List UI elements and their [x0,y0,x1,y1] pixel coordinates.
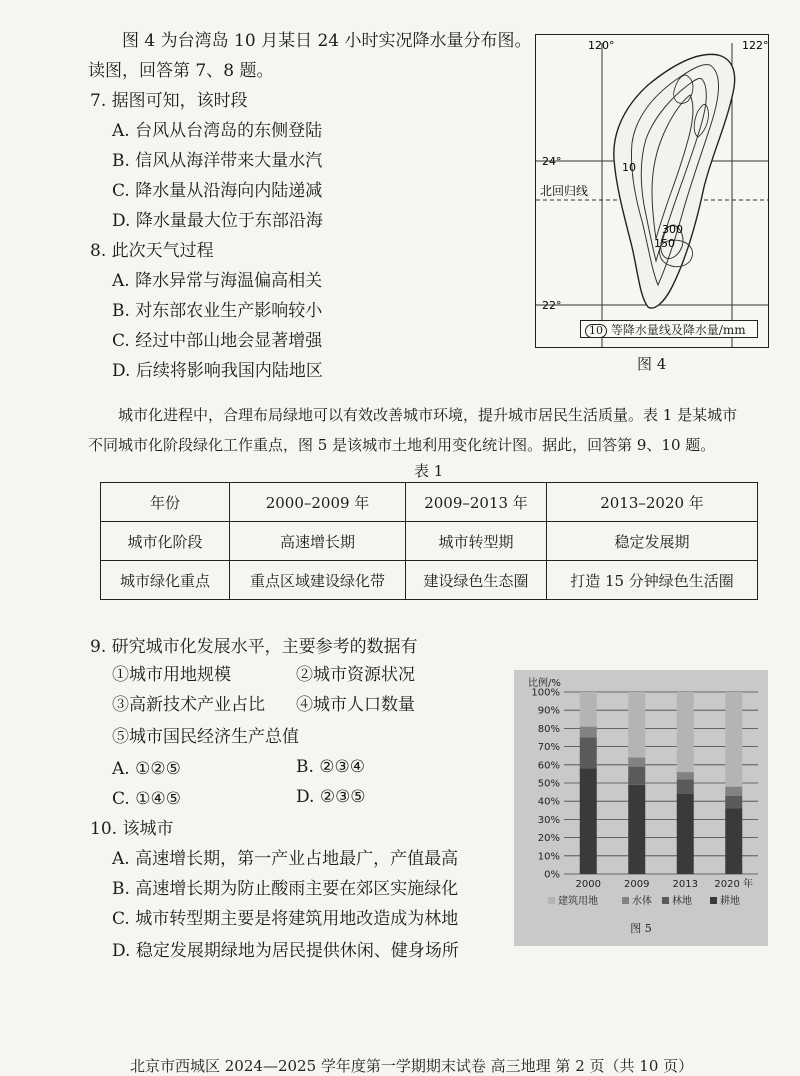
figure-4-taiwan-map [535,34,769,348]
lat-22-label: 22° [542,299,562,312]
bar-segment-林地 [677,779,694,794]
q10-option-d[interactable]: D. 稳定发展期绿地为居民提供休闲、健身场所 [112,941,459,961]
legend-swatch-林地 [662,897,669,904]
q10-option-b[interactable]: B. 高速增长期为防止酸雨主要在郊区实施绿化 [112,879,459,899]
q10-stem: 10. 该城市 [90,819,174,839]
q7-option-c[interactable]: C. 降水量从沿海向内陆递减 [112,181,323,201]
taiwan-map-drawing [536,35,768,347]
q9-item-2: ②城市资源状况 [296,665,415,685]
legend-swatch-建筑用地 [548,897,555,904]
y-tick-label: 60% [537,760,560,772]
bar-segment-建筑用地 [677,692,694,772]
page-footer: 北京市西城区 2024—2025 学年度第一学期期末试卷 高三地理 第 2 页（共 10 页） [130,1057,694,1075]
lon-120-label: 120° [588,39,615,52]
table-header-cell: 年份 [101,483,230,522]
intro-line-1: 图 4 为台湾岛 10 月某日 24 小时实况降水量分布图。 [122,31,532,51]
table-cell: 高速增长期 [230,522,406,561]
intro-9-10-line-2: 不同城市化阶段绿化工作重点，图 5 是该城市土地利用变化统计图。据此，回答第 9、10 题。 [88,436,716,454]
bar-segment-建筑用地 [725,692,742,787]
bar-segment-耕地 [725,808,742,874]
table-header-cell: 2000–2009 年 [230,483,406,522]
bar-segment-建筑用地 [628,692,645,758]
legend-swatch-耕地 [710,897,717,904]
bar-segment-水体 [677,772,694,779]
intro-line-2: 读图，回答第 7、8 题。 [88,61,274,81]
isohyet-label-150: 150 [654,237,675,250]
q7-option-b[interactable]: B. 信风从海洋带来大量水汽 [112,151,323,171]
q8-option-a[interactable]: A. 降水异常与海温偏高相关 [112,271,323,291]
table-cell: 建设绿色生态圈 [406,561,547,600]
y-tick-label: 90% [537,705,560,717]
land-use-stacked-bar-chart [514,670,768,946]
bar-segment-水体 [628,758,645,767]
x-tick-label: 2020 年 [714,879,754,890]
table-header-row [101,483,758,522]
q9-stem: 9. 研究城市化发展水平，主要参考的数据有 [90,637,418,657]
q10-option-a[interactable]: A. 高速增长期，第一产业占地最广，产值最高 [112,849,459,869]
bar-segment-耕地 [628,785,645,874]
x-tick-label: 2000 [575,879,601,890]
q9-option-d[interactable]: D. ②③⑤ [296,787,366,807]
table-cell: 重点区域建设绿化带 [230,561,406,600]
legend-text: 等降水量线及降水量/mm [610,323,746,337]
x-tick-label: 2013 [672,879,698,890]
q8-option-d[interactable]: D. 后续将影响我国内陆地区 [112,361,323,381]
legend-label: 水体 [632,896,652,907]
x-tick-label: 2009 [624,879,650,890]
isohyet-label-10: 10 [622,161,636,174]
q7-option-a[interactable]: A. 台风从台湾岛的东侧登陆 [112,121,323,141]
q9-option-a[interactable]: A. ①②⑤ [112,759,181,779]
figure-4-legend [580,320,758,338]
table-row [101,561,758,600]
bar-segment-水体 [725,787,742,796]
table-1 [100,482,758,600]
table-cell: 城市转型期 [406,522,547,561]
q10-option-c[interactable]: C. 城市转型期主要是将建筑用地改造成为林地 [112,909,459,929]
tropic-label: 北回归线 [540,184,589,198]
q9-item-5: ⑤城市国民经济生产总值 [112,727,299,747]
q9-item-3: ③高新技术产业占比 [112,695,265,715]
bar-segment-耕地 [677,794,694,874]
bar-segment-林地 [725,796,742,809]
isohyet-label-300: 300 [662,223,683,236]
table-row [101,522,758,561]
y-tick-label: 50% [537,778,560,790]
lon-122-label: 122° [742,39,768,52]
bar-segment-林地 [580,738,597,769]
y-tick-label: 80% [537,723,560,735]
table-1-title: 表 1 [414,462,444,480]
q9-option-b[interactable]: B. ②③④ [296,757,366,777]
bar-segment-水体 [580,727,597,738]
figure-5-caption: 图 5 [630,922,652,935]
y-tick-label: 70% [537,742,560,754]
table-header-cell: 2013–2020 年 [547,483,758,522]
legend-label: 建筑用地 [558,896,598,907]
legend-swatch-水体 [622,897,629,904]
intro-9-10-line-1: 城市化进程中，合理布局绿地可以有效改善城市环境，提升城市居民生活质量。表 1 是某城市 [118,406,738,424]
q8-stem: 8. 此次天气过程 [90,241,214,261]
y-axis-title: 比例/% [528,678,561,689]
y-tick-label: 10% [537,851,560,863]
bar-segment-建筑用地 [580,692,597,727]
bar-segment-林地 [628,767,645,785]
y-tick-label: 30% [537,814,560,826]
legend-isohyet-sample: 10 [585,324,607,338]
table-cell: 打造 15 分钟绿色生活圈 [547,561,758,600]
q7-option-d[interactable]: D. 降水量最大位于东部沿海 [112,211,323,231]
legend-label: 林地 [672,896,692,907]
y-tick-label: 40% [537,796,560,808]
q8-option-b[interactable]: B. 对东部农业生产影响较小 [112,301,323,321]
q9-item-4: ④城市人口数量 [296,695,415,715]
table-cell: 城市化阶段 [101,522,230,561]
q9-item-1: ①城市用地规模 [112,665,231,685]
q7-stem: 7. 据图可知，该时段 [90,91,248,111]
y-tick-label: 20% [537,833,560,845]
lat-24-label: 24° [542,155,562,168]
figure-5-chart [514,670,768,946]
y-tick-label: 0% [544,869,560,881]
q9-option-c[interactable]: C. ①④⑤ [112,789,181,809]
q8-option-c[interactable]: C. 经过中部山地会显著增强 [112,331,323,351]
table-cell: 城市绿化重点 [101,561,230,600]
bar-segment-耕地 [580,768,597,874]
table-header-cell: 2009–2013 年 [406,483,547,522]
figure-4-caption: 图 4 [637,355,667,373]
legend-label: 耕地 [720,896,740,907]
table-cell: 稳定发展期 [547,522,758,561]
taiwan-outline [614,54,735,308]
y-tick-label: 100% [531,687,560,699]
